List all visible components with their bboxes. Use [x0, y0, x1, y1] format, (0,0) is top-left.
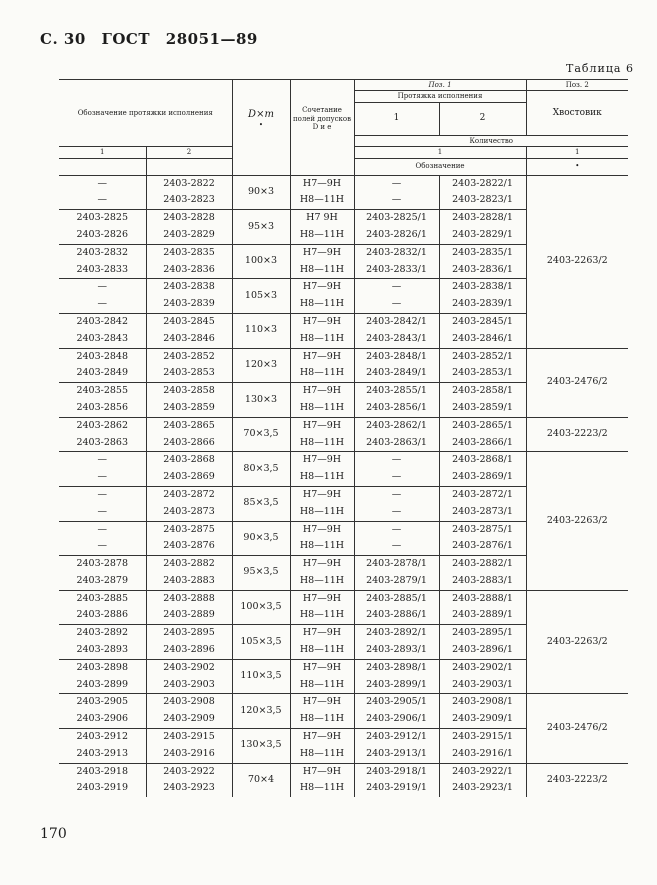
- pos1-exec2-value: 2403-2852/1: [439, 348, 526, 365]
- pos1-exec1-value: 2403-2856/1: [354, 400, 439, 417]
- exec2-designation: 2403-2883: [146, 573, 232, 590]
- tolerance-value: H8—11H: [290, 746, 354, 763]
- exec1-designation: 2403-2848: [59, 348, 146, 365]
- pos1-exec2-value: 2403-2923/1: [439, 780, 526, 797]
- exec1-designation: 2403-2879: [76, 574, 129, 586]
- pos1-exec2-value: 2403-2835/1: [439, 244, 526, 261]
- table-title: Таблица 6: [566, 62, 634, 75]
- pos1-exec1-value: —: [354, 452, 439, 469]
- tolerance-value: H7—9H: [290, 279, 354, 296]
- exec1-designation: —: [59, 279, 146, 296]
- pos1-exec1-value: 2403-2878/1: [354, 556, 439, 573]
- pos1-exec2-value: 2403-2909/1: [439, 711, 526, 728]
- qty2-header: 1: [526, 147, 628, 158]
- pos1-exec2-value: 2403-2875/1: [439, 521, 526, 538]
- exec2-designation: 2403-2846: [146, 331, 232, 348]
- exec1-designation: 2403-2825: [59, 210, 146, 227]
- designation-label: Обозначение: [354, 158, 526, 175]
- tolerance-value: H8—11H: [290, 573, 354, 590]
- tolerance-value: H7—9H: [290, 521, 354, 538]
- exec2-designation: 2403-2869: [146, 469, 232, 486]
- dxm-value: 110×3: [232, 313, 290, 348]
- exec2-designation: 2403-2828: [146, 210, 232, 227]
- dxm-value: 95×3,5: [232, 556, 290, 591]
- tolerance-value: H8—11H: [290, 642, 354, 659]
- pos1-exec1-value: 2403-2898/1: [354, 659, 439, 676]
- exec1-designation: 2403-2832: [59, 244, 146, 261]
- pos1-exec2-value: 2403-2872/1: [439, 486, 526, 503]
- exec1-designation: 2403-2856: [76, 401, 129, 413]
- pos1-exec1-value: 2403-2849/1: [354, 365, 439, 382]
- pos1-exec1-value: 2403-2892/1: [354, 625, 439, 642]
- tolerance-value: H7—9H: [290, 452, 354, 469]
- tolerance-value: H8—11H: [290, 607, 354, 624]
- tolerance-value: H7—9H: [290, 694, 354, 711]
- pos1-exec1-value: 2403-2913/1: [354, 746, 439, 763]
- tolerance-value: H7—9H: [290, 348, 354, 365]
- exec1-designation: 2403-2855: [59, 383, 146, 400]
- exec2-header: 2: [439, 102, 526, 135]
- pos2-header: Поз. 2: [526, 80, 628, 91]
- pos1-exec2-value: 2403-2866/1: [439, 435, 526, 452]
- pos1-exec2-value: 2403-2876/1: [439, 538, 526, 555]
- dxm-value: 100×3,5: [232, 590, 290, 625]
- pos1-exec2-value: 2403-2838/1: [439, 279, 526, 296]
- pos1-exec2-value: 2403-2858/1: [439, 383, 526, 400]
- table-row: [59, 694, 628, 711]
- dxm-value: 90×3: [232, 175, 290, 210]
- tolerance-value: H7—9H: [290, 313, 354, 330]
- tolerance-value: H8—11H: [290, 711, 354, 728]
- pos1-exec2-value: 2403-2916/1: [439, 746, 526, 763]
- exec2-designation: 2403-2915: [146, 729, 232, 746]
- pos1-exec2-value: 2403-2839/1: [439, 296, 526, 313]
- col-number-2: 2: [146, 147, 232, 158]
- exec1-designation: —: [59, 452, 146, 469]
- combination-header: Сочетание полей допусков D и e: [290, 80, 354, 159]
- dxm-value: 90×3,5: [232, 521, 290, 556]
- tolerance-value: H8—11H: [290, 262, 354, 279]
- dxm-value: 105×3,5: [232, 625, 290, 660]
- pos1-exec1-value: 2403-2833/1: [354, 262, 439, 279]
- pos1-exec2-value: 2403-2868/1: [439, 452, 526, 469]
- exec1-designation: 2403-2885: [59, 590, 146, 607]
- exec1-header: 1: [354, 102, 439, 135]
- shank-header: Хвостовик: [526, 91, 628, 135]
- dxm-value: 70×3,5: [232, 417, 290, 452]
- exec2-designation: 2403-2852: [146, 348, 232, 365]
- tolerance-value: H7—9H: [290, 175, 354, 192]
- pos1-exec1-value: —: [354, 538, 439, 555]
- tolerance-value: H7—9H: [290, 729, 354, 746]
- tolerance-value: H7—9H: [290, 590, 354, 607]
- exec2-designation: 2403-2903: [146, 677, 232, 694]
- tolerance-value: H8—11H: [290, 296, 354, 313]
- exec1-designation: 2403-2862: [59, 417, 146, 434]
- exec2-designation: 2403-2896: [146, 642, 232, 659]
- dxm-header: [232, 80, 290, 159]
- tolerance-value: H7—9H: [290, 383, 354, 400]
- table-container: [59, 79, 628, 797]
- pos1-exec2-value: 2403-2915/1: [439, 729, 526, 746]
- dxm-value: 105×3: [232, 279, 290, 314]
- pos1-exec1-value: 2403-2825/1: [354, 210, 439, 227]
- tolerance-value: H7—9H: [290, 763, 354, 780]
- pos1-exec1-value: —: [354, 279, 439, 296]
- pos1-exec2-value: 2403-2823/1: [439, 192, 526, 209]
- tolerance-value: H8—11H: [290, 192, 354, 209]
- exec2-designation: 2403-2829: [146, 227, 232, 244]
- tolerance-value: H8—11H: [290, 400, 354, 417]
- pos1-exec1-value: 2403-2862/1: [354, 417, 439, 434]
- pos1-exec2-value: 2403-2922/1: [439, 763, 526, 780]
- exec2-designation: 2403-2889: [146, 607, 232, 624]
- exec1-designation: 2403-2898: [59, 659, 146, 676]
- dxm-value: 110×3,5: [232, 659, 290, 694]
- exec1-designation: 2403-2906: [76, 713, 129, 725]
- pos1-exec1-value: 2403-2848/1: [354, 348, 439, 365]
- exec1-designation: 2403-2833: [76, 263, 129, 275]
- standard-label: ГОСТ: [101, 30, 151, 48]
- exec1-designation: 2403-2893: [76, 644, 129, 656]
- pos1-exec1-value: 2403-2863/1: [354, 435, 439, 452]
- pos1-exec2-value: 2403-2889/1: [439, 607, 526, 624]
- exec2-designation: 2403-2822: [146, 175, 232, 192]
- pos1-exec2-value: 2403-2873/1: [439, 504, 526, 521]
- exec1-designation: 2403-2878: [59, 556, 146, 573]
- exec1-designation: —: [97, 194, 107, 206]
- qty1-header: 1: [354, 147, 526, 158]
- tolerance-value: H7—9H: [290, 625, 354, 642]
- tolerance-value: H7—9H: [290, 417, 354, 434]
- pos1-exec1-value: 2403-2899/1: [354, 677, 439, 694]
- exec2-designation: 2403-2839: [146, 296, 232, 313]
- shank-value: 2403-2476/2: [526, 694, 628, 763]
- shank-value: 2403-2263/2: [526, 175, 628, 348]
- tolerance-value: H7—9H: [290, 486, 354, 503]
- page-header: [40, 30, 268, 48]
- pos1-exec2-value: 2403-2865/1: [439, 417, 526, 434]
- table-row: [59, 348, 628, 365]
- exec2-designation: 2403-2823: [146, 192, 232, 209]
- exec2-designation: 2403-2835: [146, 244, 232, 261]
- exec2-designation: 2403-2853: [146, 365, 232, 382]
- pos1-exec2-value: 2403-2896/1: [439, 642, 526, 659]
- exec1-designation: —: [97, 540, 107, 552]
- tolerance-value: H8—11H: [290, 331, 354, 348]
- exec1-designation: 2403-2912: [59, 729, 146, 746]
- exec2-designation: 2403-2875: [146, 521, 232, 538]
- designation-mark: •: [526, 158, 628, 175]
- tolerance-value: H8—11H: [290, 677, 354, 694]
- exec2-designation: 2403-2923: [146, 780, 232, 797]
- exec2-designation: 2403-2838: [146, 279, 232, 296]
- pos1-exec2-value: 2403-2895/1: [439, 625, 526, 642]
- dxm-value: 70×4: [232, 763, 290, 797]
- pos1-exec1-value: —: [354, 469, 439, 486]
- pos1-exec2-value: 2403-2908/1: [439, 694, 526, 711]
- pos1-exec2-value: 2403-2846/1: [439, 331, 526, 348]
- dxm-value: 130×3: [232, 383, 290, 418]
- exec1-designation: —: [59, 521, 146, 538]
- exec2-designation: 2403-2916: [146, 746, 232, 763]
- shank-value: 2403-2223/2: [526, 417, 628, 452]
- dxm-value: 120×3,5: [232, 694, 290, 729]
- pos1-exec2-value: 2403-2853/1: [439, 365, 526, 382]
- pos1-exec1-value: 2403-2905/1: [354, 694, 439, 711]
- pos1-exec1-value: 2403-2842/1: [354, 313, 439, 330]
- pos1-exec1-value: —: [354, 504, 439, 521]
- pos1-exec2-value: 2403-2828/1: [439, 210, 526, 227]
- table-row: [59, 417, 628, 434]
- exec2-designation: 2403-2902: [146, 659, 232, 676]
- exec1-designation: 2403-2892: [59, 625, 146, 642]
- exec1-designation: —: [97, 177, 107, 189]
- tolerance-value: H7—9H: [290, 659, 354, 676]
- quantity-header: Количество: [354, 135, 628, 146]
- tolerance-value: H8—11H: [290, 538, 354, 555]
- standard-number: 28051—89: [165, 30, 258, 48]
- exec2-designation: 2403-2895: [146, 625, 232, 642]
- pos1-exec1-value: 2403-2886/1: [354, 607, 439, 624]
- pos1-exec2-value: 2403-2882/1: [439, 556, 526, 573]
- pos1-exec2-value: 2403-2836/1: [439, 262, 526, 279]
- exec2-designation: 2403-2888: [146, 590, 232, 607]
- pos1-exec1-value: —: [354, 486, 439, 503]
- exec1-designation: —: [97, 298, 107, 310]
- tolerance-value: H8—11H: [290, 435, 354, 452]
- data-table: [59, 79, 628, 797]
- tolerance-value: H7—9H: [290, 244, 354, 261]
- dxm-header-mark: •: [258, 120, 264, 129]
- pos1-exec2-value: 2403-2845/1: [439, 313, 526, 330]
- exec1-designation: 2403-2905: [59, 694, 146, 711]
- pos1-exec1-value: 2403-2893/1: [354, 642, 439, 659]
- exec1-designation: 2403-2886: [76, 609, 129, 621]
- table-row: [59, 590, 628, 607]
- exec1-designation: 2403-2842: [59, 313, 146, 330]
- dxm-value: 130×3,5: [232, 729, 290, 764]
- exec1-designation: 2403-2849: [76, 367, 129, 379]
- table-row: [59, 175, 628, 192]
- exec2-designation: 2403-2876: [146, 538, 232, 555]
- table-body: [59, 175, 628, 797]
- exec2-designation: 2403-2909: [146, 711, 232, 728]
- exec2-designation: 2403-2858: [146, 383, 232, 400]
- exec1-designation: 2403-2899: [76, 678, 129, 690]
- pos1-exec1-value: 2403-2912/1: [354, 729, 439, 746]
- tolerance-value: H7—9H: [290, 556, 354, 573]
- tolerance-value: H7 9H: [290, 210, 354, 227]
- shank-value: 2403-2263/2: [526, 590, 628, 694]
- pos1-exec1-value: —: [354, 192, 439, 209]
- exec2-designation: 2403-2872: [146, 486, 232, 503]
- pos1-exec1-value: 2403-2918/1: [354, 763, 439, 780]
- shank-value: 2403-2223/2: [526, 763, 628, 797]
- exec2-designation: 2403-2868: [146, 452, 232, 469]
- pos1-exec1-value: —: [354, 521, 439, 538]
- table-row: [59, 763, 628, 780]
- pos1-exec1-value: 2403-2826/1: [354, 227, 439, 244]
- pos1-exec2-value: 2403-2883/1: [439, 573, 526, 590]
- exec1-designation: —: [59, 486, 146, 503]
- pos1-header: Поз. 1: [354, 80, 526, 91]
- pos1-exec2-value: 2403-2902/1: [439, 659, 526, 676]
- exec1-designation: 2403-2826: [76, 228, 129, 240]
- pos1-exec1-value: 2403-2855/1: [354, 383, 439, 400]
- exec2-designation: 2403-2836: [146, 262, 232, 279]
- page-number: 170: [40, 826, 67, 842]
- exec2-designation: 2403-2859: [146, 400, 232, 417]
- pos1-exec1-value: 2403-2885/1: [354, 590, 439, 607]
- tolerance-value: H8—11H: [290, 504, 354, 521]
- exec1-designation: 2403-2919: [76, 782, 129, 794]
- pos1-exec2-value: 2403-2903/1: [439, 677, 526, 694]
- exec1-designation: 2403-2863: [76, 436, 129, 448]
- broach-exec-header: Протяжка исполнения: [354, 91, 526, 102]
- pos1-exec2-value: 2403-2888/1: [439, 590, 526, 607]
- exec2-designation: 2403-2908: [146, 694, 232, 711]
- pos1-exec2-value: 2403-2859/1: [439, 400, 526, 417]
- exec1-designation: 2403-2918: [59, 763, 146, 780]
- dxm-value: 95×3: [232, 210, 290, 245]
- shank-value: 2403-2476/2: [526, 348, 628, 417]
- pos1-exec1-value: 2403-2906/1: [354, 711, 439, 728]
- tolerance-value: H8—11H: [290, 469, 354, 486]
- exec2-designation: 2403-2922: [146, 763, 232, 780]
- tolerance-value: H8—11H: [290, 780, 354, 797]
- exec2-designation: 2403-2873: [146, 504, 232, 521]
- pos1-exec1-value: 2403-2843/1: [354, 331, 439, 348]
- exec1-designation: 2403-2843: [76, 332, 129, 344]
- exec2-designation: 2403-2865: [146, 417, 232, 434]
- exec1-designation: —: [97, 471, 107, 483]
- exec2-designation: 2403-2866: [146, 435, 232, 452]
- pos1-exec1-value: —: [354, 296, 439, 313]
- exec1-designation: 2403-2913: [76, 747, 129, 759]
- exec2-designation: 2403-2845: [146, 313, 232, 330]
- dxm-value: 120×3: [232, 348, 290, 383]
- table-row: [59, 452, 628, 469]
- dxm-header-label: D×m: [248, 108, 274, 120]
- exec2-designation: 2403-2882: [146, 556, 232, 573]
- pos1-exec1-value: 2403-2879/1: [354, 573, 439, 590]
- dxm-value: 100×3: [232, 244, 290, 279]
- designation-header: Обозначение протяжки исполнения: [59, 80, 232, 147]
- pos1-exec2-value: 2403-2829/1: [439, 227, 526, 244]
- pos1-exec1-value: 2403-2832/1: [354, 244, 439, 261]
- tolerance-value: H8—11H: [290, 365, 354, 382]
- exec1-designation: —: [97, 505, 107, 517]
- pos1-exec1-value: 2403-2919/1: [354, 780, 439, 797]
- dxm-value: 85×3,5: [232, 486, 290, 521]
- pos1-exec2-value: 2403-2822/1: [439, 175, 526, 192]
- page-label: С. 30: [40, 30, 86, 48]
- pos1-exec1-value: —: [354, 175, 439, 192]
- tolerance-value: H8—11H: [290, 227, 354, 244]
- col-number-1: 1: [59, 147, 146, 158]
- shank-value: 2403-2263/2: [526, 452, 628, 590]
- dxm-value: 80×3,5: [232, 452, 290, 487]
- pos1-exec2-value: 2403-2869/1: [439, 469, 526, 486]
